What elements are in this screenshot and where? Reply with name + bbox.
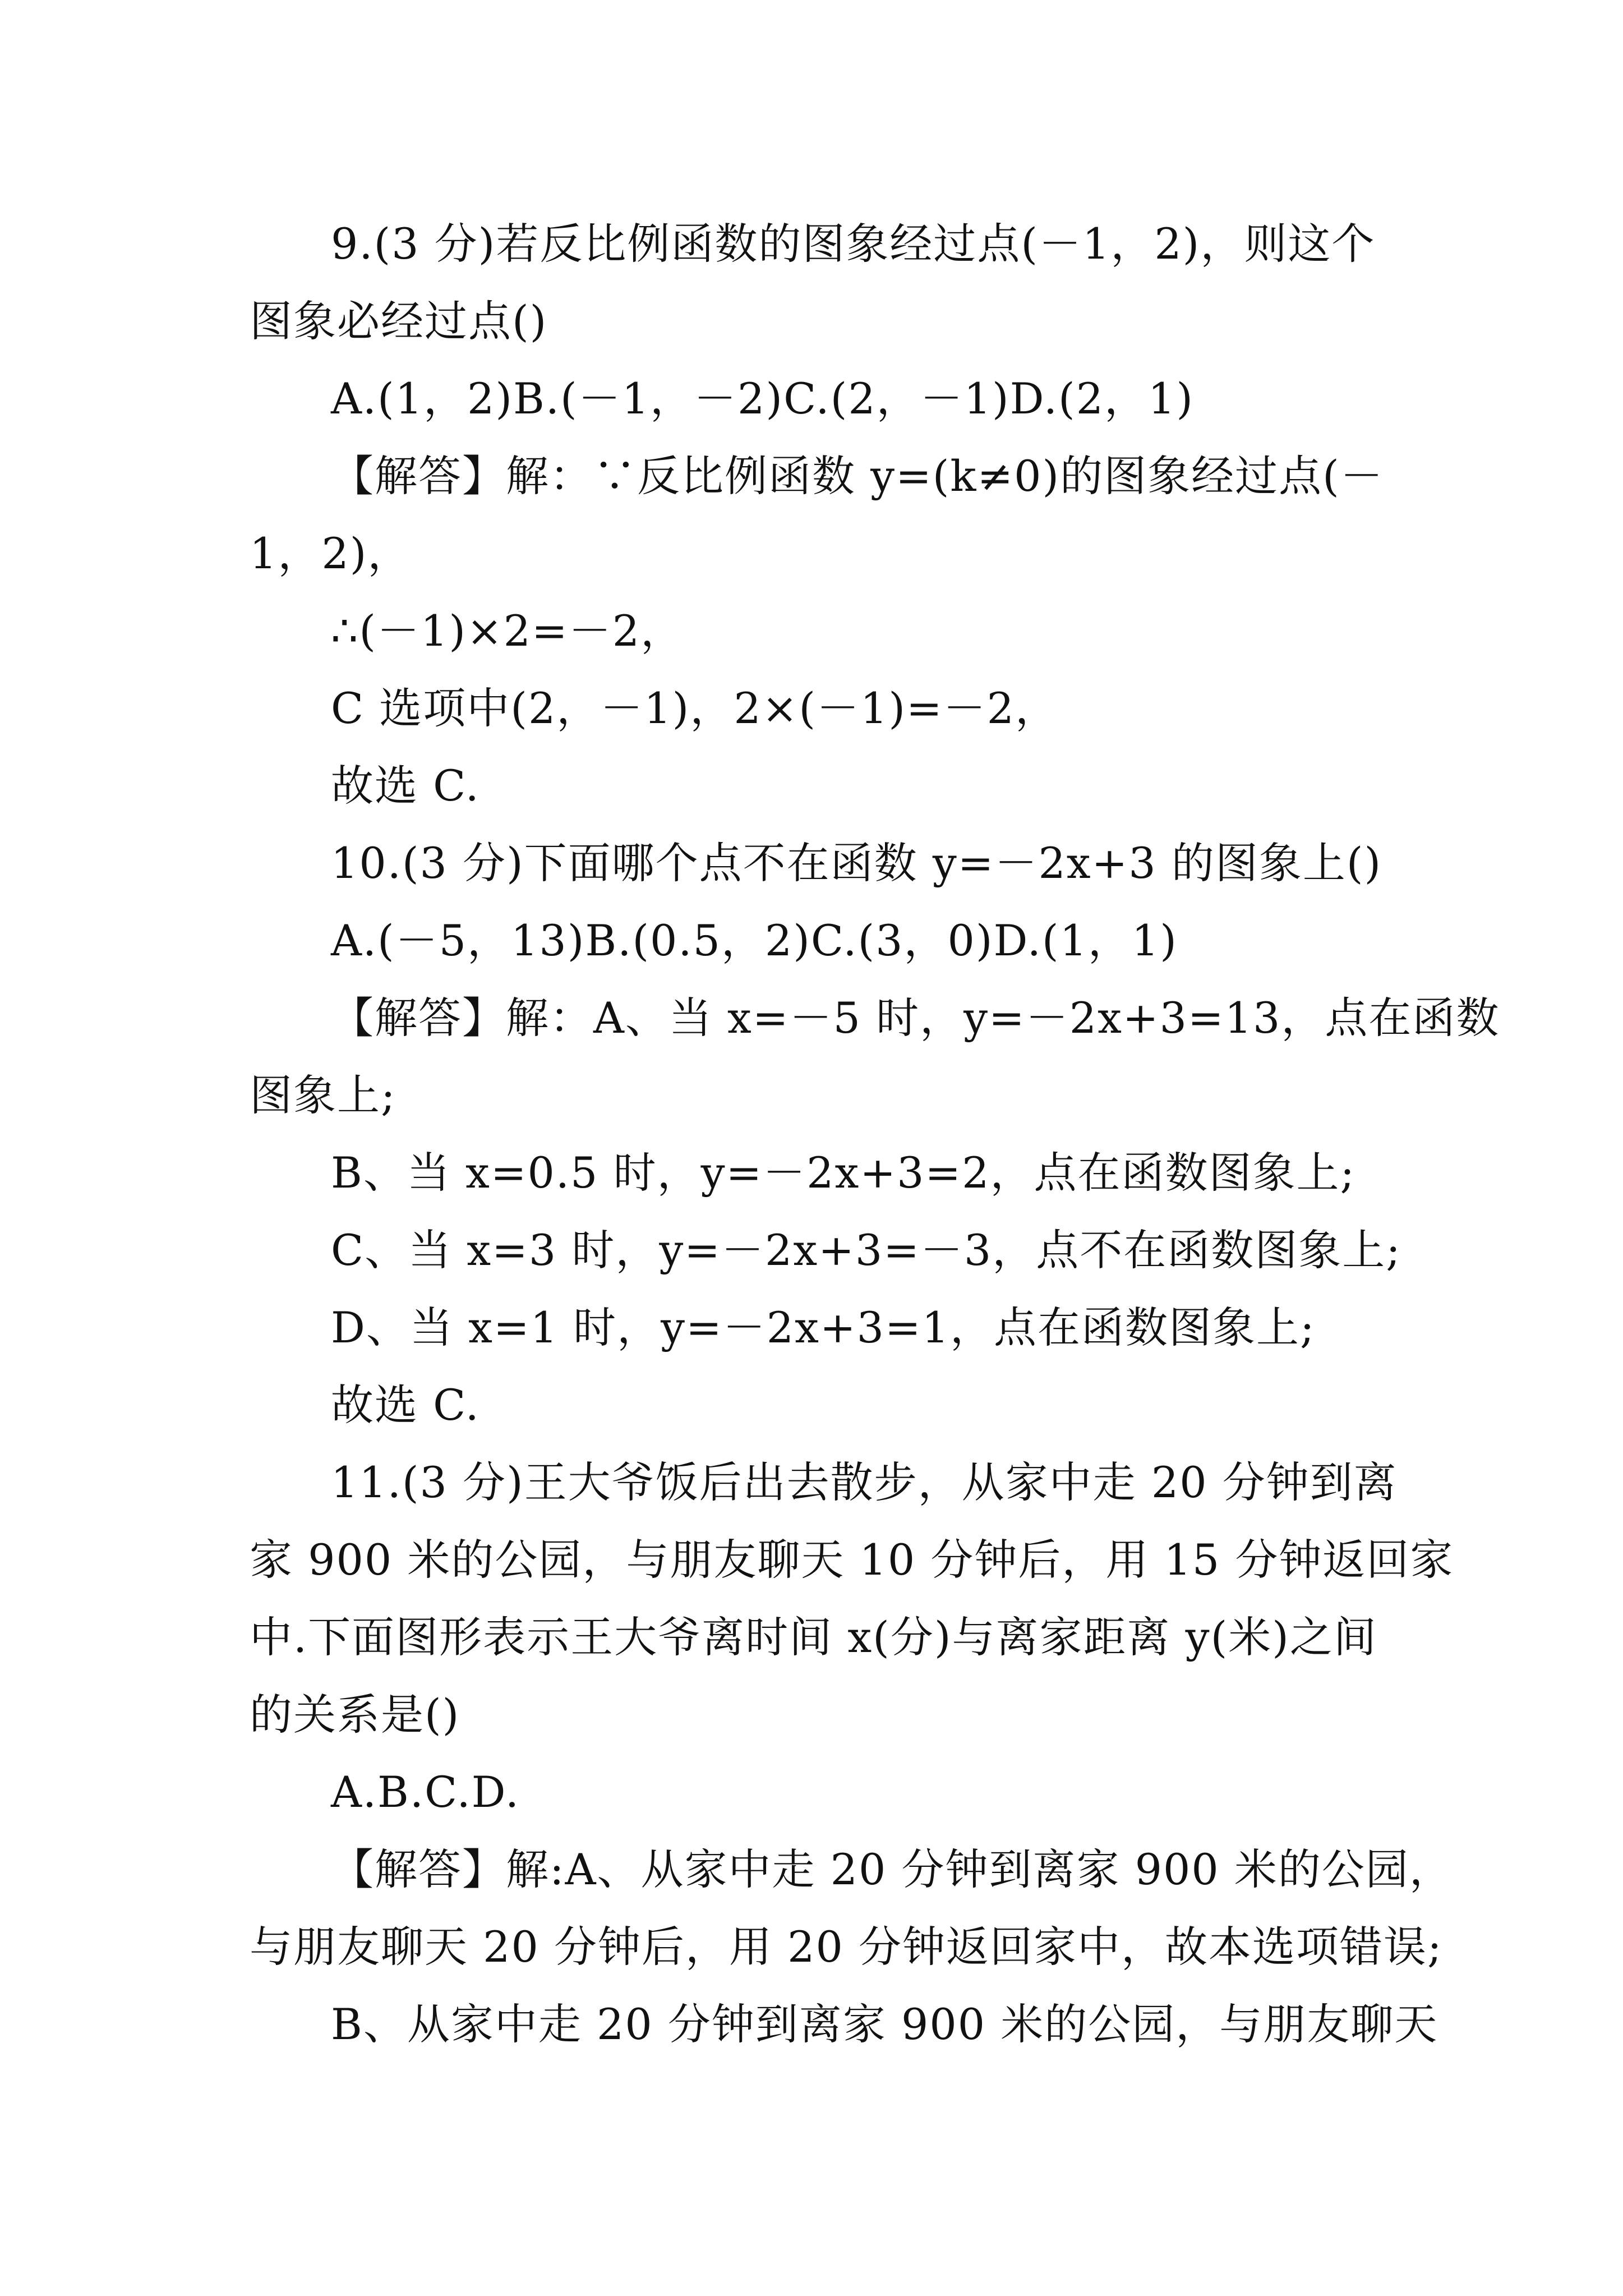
q9-stem-line-1: 9.(3 分)若反比例函数的图象经过点(－1，2)，则这个 xyxy=(331,219,1376,269)
q10-answer-line-5: D、当 x=1 时，y=－2x+3=1，点在函数图象上; xyxy=(331,1303,1316,1352)
q11-answer-line-2: 与朋友聊天 20 分钟后，用 20 分钟返回家中，故本选项错误; xyxy=(250,1922,1443,1972)
q11-stem-line-1: 11.(3 分)王大爷饭后出去散步，从家中走 20 分钟到离 xyxy=(331,1457,1398,1507)
q11-stem-line-3: 中.下面图形表示王大爷离时间 x(分)与离家距离 y(米)之间 xyxy=(250,1612,1377,1662)
q10-answer-line-4: C、当 x=3 时，y=－2x+3=－3，点不在函数图象上; xyxy=(331,1225,1401,1275)
q10-stem: 10.(3 分)下面哪个点不在函数 y=－2x+3 的图象上() xyxy=(331,838,1382,888)
q11-stem-line-2: 家 900 米的公园，与朋友聊天 10 分钟后，用 15 分钟返回家 xyxy=(250,1535,1454,1585)
q9-stem-line-2: 图象必经过点() xyxy=(250,296,548,346)
q11-options: A.B.C.D. xyxy=(331,1767,520,1817)
q10-conclusion: 故选 C. xyxy=(331,1380,480,1430)
q11-stem-line-4: 的关系是() xyxy=(250,1690,460,1740)
q11-answer-line-3: B、从家中走 20 分钟到离家 900 米的公园，与朋友聊天 xyxy=(331,1999,1438,2049)
q9-options: A.(1，2)B.(－1，－2)C.(2，－1)D.(2，1) xyxy=(331,374,1195,424)
q10-options: A.(－5，13)B.(0.5，2)C.(3，0)D.(1，1) xyxy=(331,915,1178,965)
q9-answer-line-3: ∴(－1)×2=－2， xyxy=(331,606,685,656)
q9-answer-line-1: 【解答】解：∵反比例函数 y=(k≠0)的图象经过点(－ xyxy=(331,451,1384,501)
q9-answer-line-2: 1，2)， xyxy=(250,528,412,578)
q11-answer-line-1: 【解答】解:A、从家中走 20 分钟到离家 900 米的公园， xyxy=(331,1844,1453,1894)
q9-answer-line-4: C 选项中(2，－1)，2×(－1)=－2， xyxy=(331,683,1059,733)
q10-answer-line-3: B、当 x=0.5 时，y=－2x+3=2，点在函数图象上; xyxy=(331,1148,1356,1198)
q10-answer-line-1: 【解答】解：A、当 x=－5 时，y=－2x+3=13，点在函数 xyxy=(331,993,1500,1043)
q9-conclusion: 故选 C. xyxy=(331,761,480,811)
q10-answer-line-2: 图象上; xyxy=(250,1070,396,1120)
